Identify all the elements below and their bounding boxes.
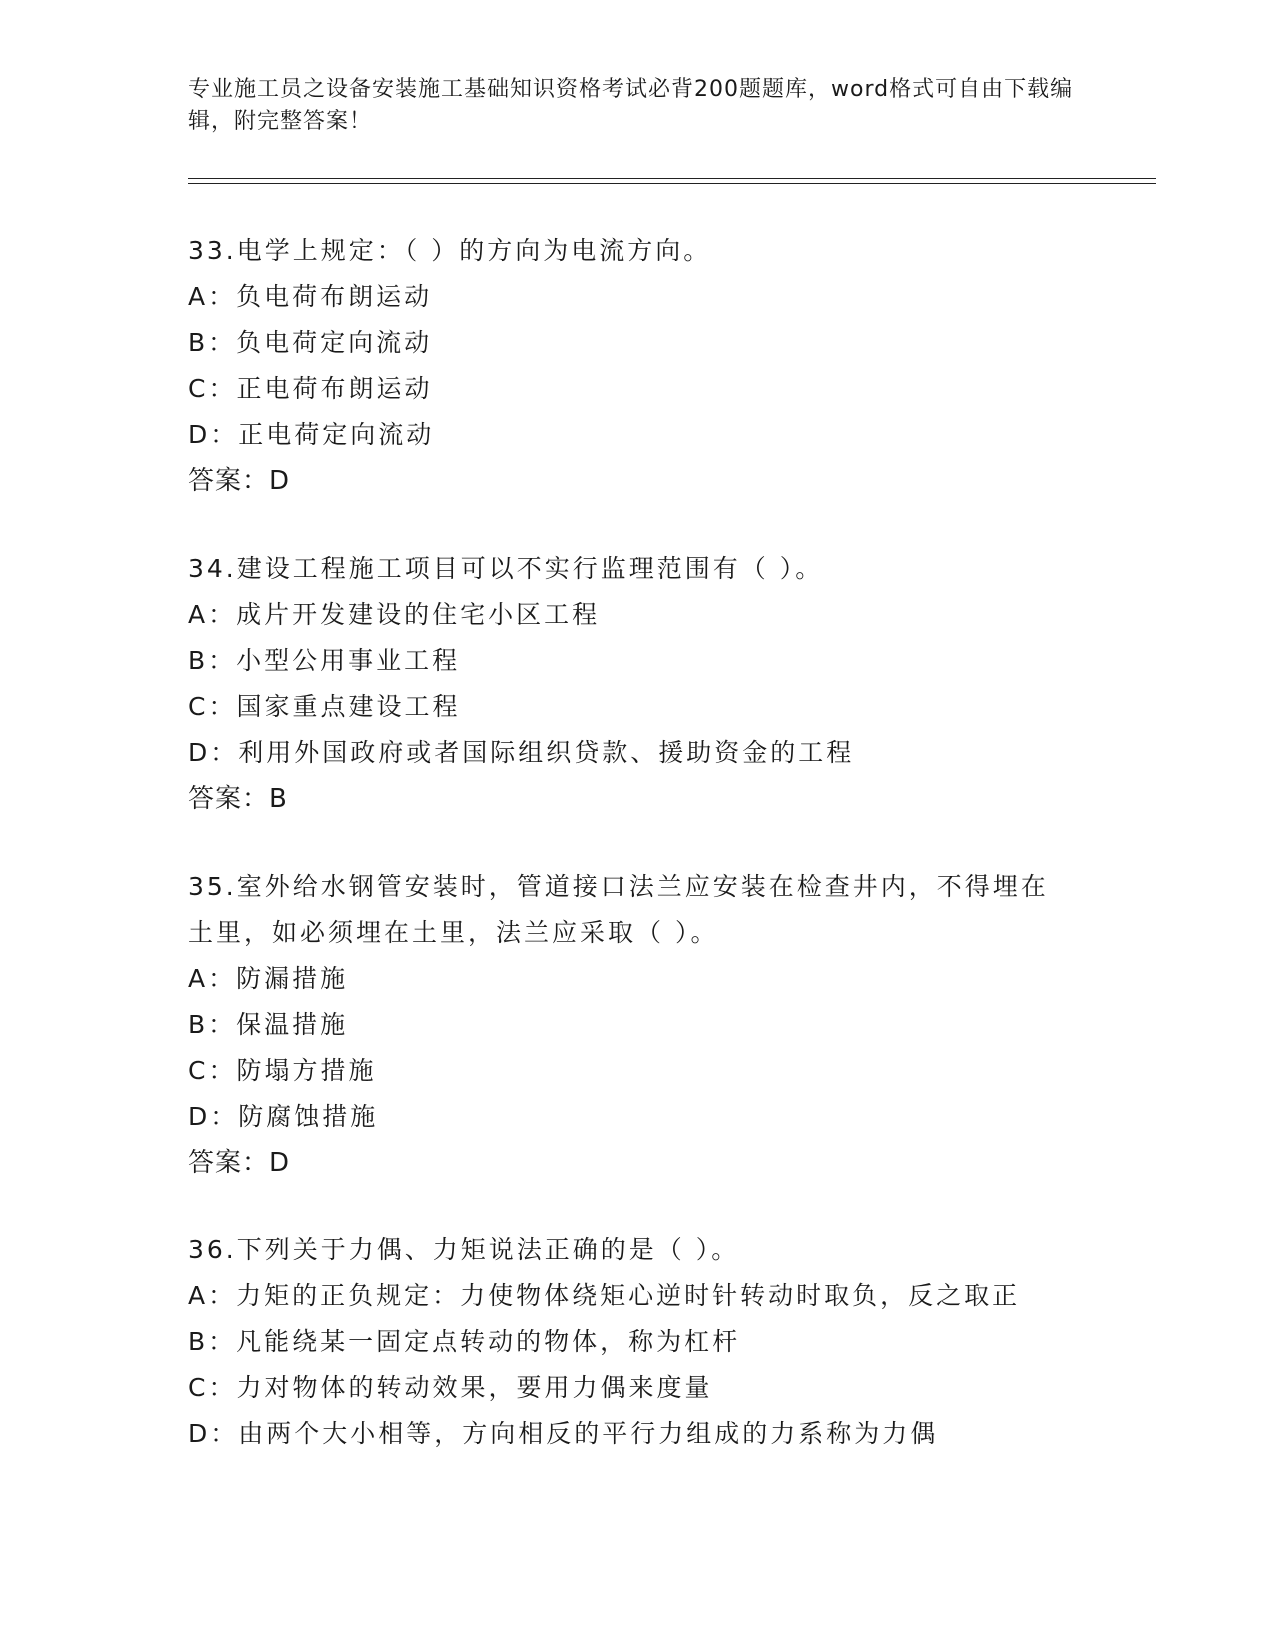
option-d: D：利用外国政府或者国际组织贷款、援助资金的工程: [188, 738, 855, 767]
option-c: C：正电荷布朗运动: [188, 374, 433, 403]
question-stem: 34.建设工程施工项目可以不实行监理范围有（ ）。: [188, 554, 824, 583]
option-b: B：保温措施: [188, 1010, 349, 1039]
question-34: [188, 546, 1088, 822]
question-36: [188, 1227, 1088, 1457]
option-a: A：成片开发建设的住宅小区工程: [188, 600, 601, 629]
option-b: B：负电荷定向流动: [188, 328, 433, 357]
option-a: A：防漏措施: [188, 964, 349, 993]
option-b: B：小型公用事业工程: [188, 646, 461, 675]
option-d: D：防腐蚀措施: [188, 1102, 379, 1131]
question-stem: 33.电学上规定：（ ）的方向为电流方向。: [188, 236, 712, 265]
question-35: [188, 864, 1088, 1186]
option-c: C：防塌方措施: [188, 1056, 377, 1085]
option-a: A：力矩的正负规定：力使物体绕矩心逆时针转动时取负，反之取正: [188, 1281, 1021, 1310]
answer-text: 答案：B: [188, 784, 288, 814]
header-divider-top: [188, 178, 1156, 179]
document-header: 专业施工员之设备安装施工基础知识资格考试必背200题题库，word格式可自由下载编辑，附完整答案！: [188, 77, 1074, 134]
answer-text: 答案：D: [188, 466, 291, 496]
question-stem: 36.下列关于力偶、力矩说法正确的是（ ）。: [188, 1235, 740, 1264]
question-stem: 35.室外给水钢管安装时，管道接口法兰应安装在检查井内，不得埋在土里，如必须埋在土里，法兰应采取（ ）。: [188, 872, 1049, 947]
header-divider-bottom: [188, 183, 1156, 184]
option-b: B：凡能绕某一固定点转动的物体，称为杠杆: [188, 1327, 741, 1356]
option-d: D：由两个大小相等，方向相反的平行力组成的力系称为力偶: [188, 1419, 939, 1448]
question-33: [188, 228, 1088, 504]
option-c: C：力对物体的转动效果，要用力偶来度量: [188, 1373, 713, 1402]
option-d: D：正电荷定向流动: [188, 420, 435, 449]
option-a: A：负电荷布朗运动: [188, 282, 433, 311]
answer-text: 答案：D: [188, 1148, 291, 1178]
option-c: C：国家重点建设工程: [188, 692, 461, 721]
